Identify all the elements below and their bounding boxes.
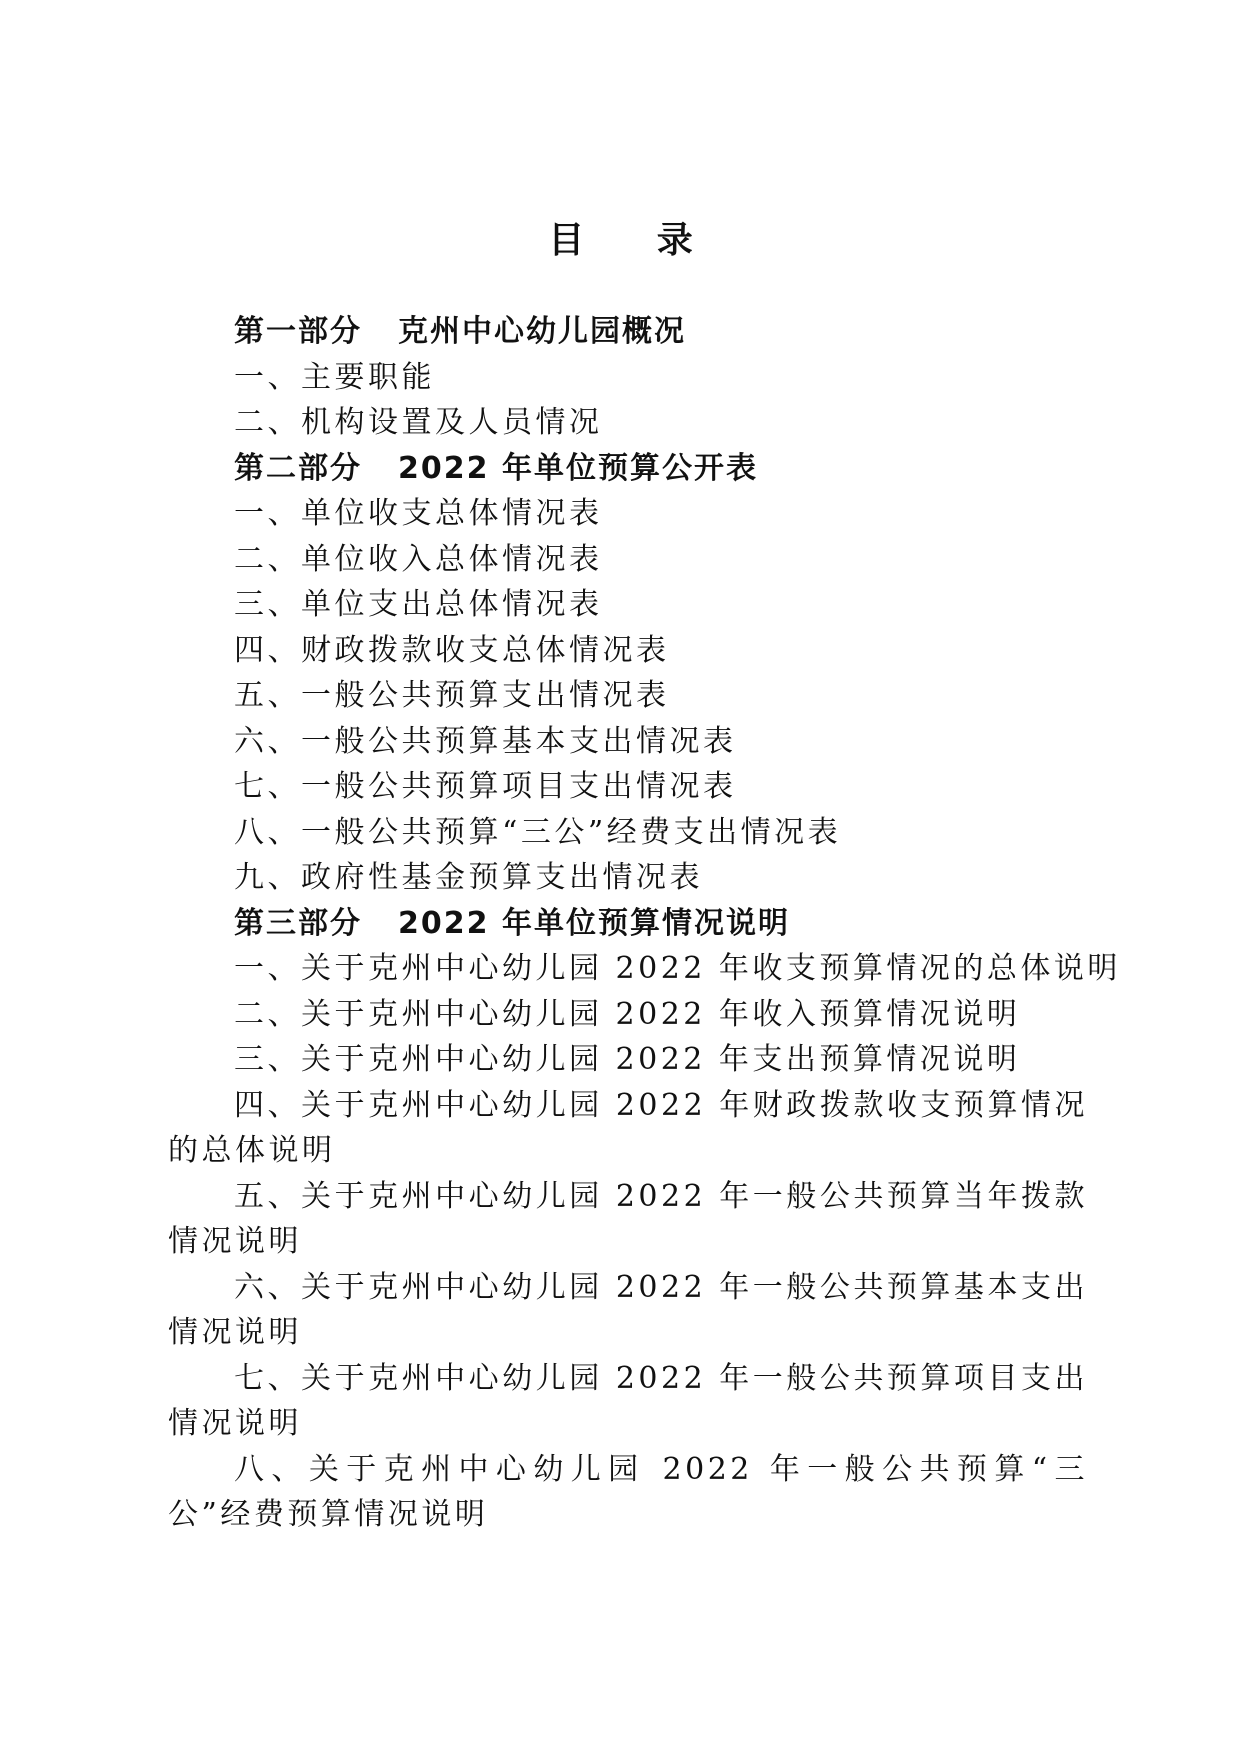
toc-item[interactable]: 二、机构设置及人员情况 <box>234 405 603 440</box>
toc-item[interactable]: 六、关于克州中心幼儿园 2022 年一般公共预算基本支出情况说明 <box>168 1269 1088 1350</box>
toc-item[interactable]: 一、主要职能 <box>234 359 435 395</box>
toc-item[interactable]: 八、关于克州中心幼儿园 2022 年一般公共预算“三公”经费预算情况说明 <box>168 1451 1088 1532</box>
part-name: 克州中心幼儿园概况 <box>398 314 686 349</box>
part-label: 第二部分 <box>234 450 362 486</box>
page-title: 目 录 <box>548 220 723 261</box>
part-label: 第一部分 <box>234 314 362 349</box>
toc-part-3-heading[interactable] <box>168 901 1088 947</box>
toc-item[interactable]: 七、一般公共预算项目支出情况表 <box>234 769 737 804</box>
toc-part-1-heading[interactable] <box>168 309 1088 355</box>
toc-part-2-heading[interactable] <box>168 446 1088 492</box>
toc-item[interactable]: 九、政府性基金预算支出情况表 <box>234 860 703 895</box>
part-label: 第三部分 <box>234 905 362 941</box>
toc-item[interactable]: 四、财政拨款收支总体情况表 <box>234 632 670 668</box>
part-name: 2022 年单位预算公开表 <box>398 450 758 486</box>
toc-item[interactable]: 一、单位收支总体情况表 <box>234 496 603 531</box>
toc-item[interactable]: 三、单位支出总体情况表 <box>234 587 603 622</box>
table-of-contents <box>168 309 1121 1538</box>
toc-item[interactable]: 五、关于克州中心幼儿园 2022 年一般公共预算当年拨款情况说明 <box>168 1178 1088 1259</box>
toc-item[interactable]: 五、一般公共预算支出情况表 <box>234 678 670 713</box>
toc-item[interactable]: 七、关于克州中心幼儿园 2022 年一般公共预算项目支出情况说明 <box>168 1360 1088 1441</box>
toc-item[interactable]: 四、关于克州中心幼儿园 2022 年财政拨款收支预算情况的总体说明 <box>168 1087 1088 1168</box>
part-name: 2022 年单位预算情况说明 <box>398 905 790 941</box>
toc-item[interactable]: 一、关于克州中心幼儿园 2022 年收支预算情况的总体说明 <box>234 951 1121 986</box>
toc-item[interactable]: 八、一般公共预算“三公”经费支出情况表 <box>234 814 842 850</box>
toc-item[interactable]: 二、关于克州中心幼儿园 2022 年收入预算情况说明 <box>234 996 1021 1032</box>
toc-item[interactable]: 二、单位收入总体情况表 <box>234 541 603 577</box>
toc-item[interactable]: 三、关于克州中心幼儿园 2022 年支出预算情况说明 <box>234 1042 1021 1077</box>
toc-item[interactable]: 六、一般公共预算基本支出情况表 <box>234 723 737 759</box>
